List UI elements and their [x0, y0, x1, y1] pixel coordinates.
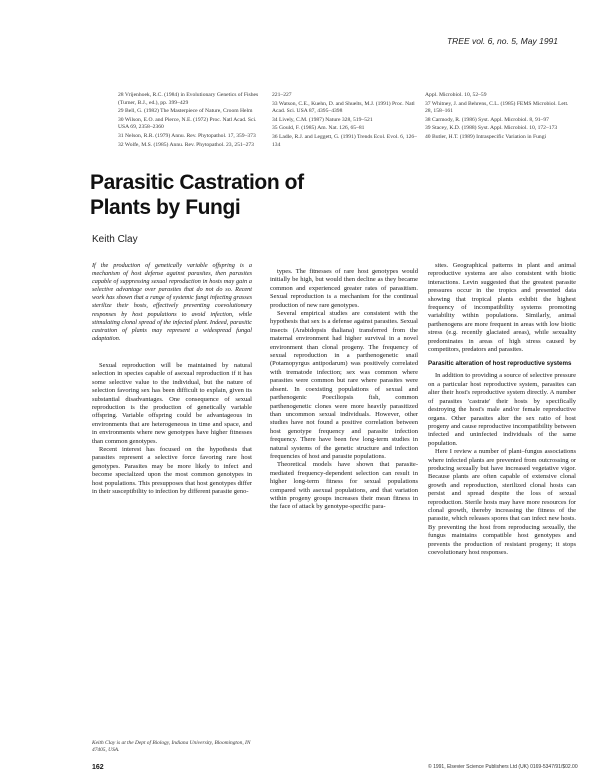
copyright-notice: © 1991, Elsevier Science Publishers Ltd (UK) 0169-5347/91/$02.00	[428, 764, 578, 770]
reference-item: 32 Wolfe, M.S. (1985) Annu. Rev. Phytopathol. 23, 251–273	[118, 141, 254, 148]
body-paragraph: Several empirical studies are consistent with the hypothesis that sex is a defense against parasites. Sexual insects (Arabidopsis thaliana) transferred from the maternal environment had higher survival in a novel environment than clonal progeny. The frequency of sexual reproduction in a parthenogenetic snail (Potamopyrgus antipodarum) was positively correlated with trematode infection; sex was common where parasites were common but rare where parasites were absent. In coexisting populations of sexual and parthenogenic Poeciliopsis fish, common parthenogenetic clones were more heavily parasitized than uncommon sexual individuals. However, other studies have not found a positive correlation between host genotype frequency and parasite infection frequency. There have been few long-term studies in natural systems of the genetic structure and infection frequencies of host and parasite populations.	[270, 310, 418, 460]
body-paragraph: Theoretical models have shown that parasite-mediated frequency-dependent selection can result in higher long-term fitness for sexual populations compared with asexual populations, and that variation within progeny groups increases their mean fitness in the face of attack by genotype-specific para-	[270, 461, 418, 511]
page-number: 162	[92, 764, 104, 771]
author-affiliation: Keith Clay is at the Dept of Biology, Indiana University, Bloomington, IN 47405, USA.	[92, 740, 251, 753]
journal-header: TREE vol. 6, no. 5, May 1991	[446, 36, 558, 46]
body-paragraph: Recent interest has focused on the hypothesis that parasites represent a selective force favoring rare host genotypes. Parasites may be more likely to infect and become specialized upon the most common genotypes in host populations. This presupposes that host genotypes differ in their susceptibility to infection by different parasite geno-	[92, 446, 252, 496]
reference-item: 31 Nelson, R.R. (1979) Annu. Rev. Phytopathol. 17, 359–373	[118, 132, 256, 139]
reference-item: 38 Carmody, R. (1986) Syst. Appl. Microbiol. 8, 91–97	[425, 116, 549, 123]
reference-item: 40 Butler, H.T. (1989) Intraspecific Variation in Fungi	[425, 133, 547, 140]
body-paragraph: Sexual reproduction will be maintained by natural selection in species capable of asexual reproduction if it has some selective value to the individual, but the nature of selection favoring sex has been difficult to explain, given its substantial disadvantages. One consequence of sexual reproduction is the production of genetically variable offspring. Variable offspring could be advantageous in environments that are heterogeneous in time and space, and in environments where new genotypes have higher fitnesses than common genotypes.	[92, 362, 252, 445]
reference-item: 29 Bell, G. (1982) The Masterpiece of Nature, Croom Helm	[118, 108, 253, 115]
body-column-left	[92, 362, 252, 497]
reference-item: 33 Watson, C.E., Kuehn, D. and Shuelts, M.J. (1991) Proc. Natl Acad. Sci. USA 87, 4395–4398	[272, 100, 415, 115]
article-title: Parasitic Castration of Plants by Fungi	[90, 171, 304, 219]
section-heading: Parasitic alteration of host reproductive systems	[428, 360, 572, 368]
body-paragraph: sites. Geographical patterns in plant and animal reproductive systems are also consistent with biotic interactions. Levin suggested that the greatest parasite pressures occur in the tropics and presented data showing that tropical plants exhibit the highest frequency of incompatibility systems promoting variability within populations. Similarly, animal parthenogens are more frequent in areas with low biotic stress (e.g. recently glaciated areas), while sexuality predominates in areas of high stress caused by competitors, predators and parasites.	[428, 262, 576, 354]
body-column-middle	[270, 268, 418, 512]
reference-item: 28 Vrijenhoek, R.C. (1984) in Evolutionary Genetics of Fishes (Turner, B.J., ed.), pp. 399–429	[118, 92, 259, 106]
article-abstract: If the production of genetically variable offspring is a mechanism of host defense against parasites, then parasites capable of suppressing sexual reproduction in hosts may gain a selective advantage over parasites that do not do so. Recent work has shown that a range of systemic fungi infecting grasses sterilize their hosts, effectively preventing coevolutionary responses by host populations to avoid infection, while stimulating clonal spread of the infected plant. Indeed, parasitic castration of plants may represent a widespread fungal adaptation.	[92, 262, 252, 342]
reference-item: 34 Lively, C.M. (1987) Nature 328, 519–521	[272, 116, 373, 123]
body-column-right	[428, 262, 576, 557]
reference-item: 30 Wilson, E.O. and Pierce, N.E. (1972) Proc. Natl Acad. Sci. USA 69, 2358–2360	[118, 116, 257, 131]
body-paragraph: Here I review a number of plant–fungus associations where infected plants are prevented from outcrossing or producing sexually but have increased vegetative vigor. Because plants are often capable of extensive clonal growth and reproduction, sterilized clonal hosts can persist and spread despite the loss of sexual reproduction. Sterile hosts may have more resources for clonal growth, thereby increasing the fitness of the parasite, which releases spores that can infect new hosts. By preventing the host from reproducing sexually, the fungus maintains compatible host genotypes and prevents the production of resistant progeny; it stops coevolutionary host responses.	[428, 448, 576, 556]
reference-item: Appl. Microbiol. 10, 52–59	[425, 92, 487, 98]
reference-list-right	[425, 92, 575, 143]
reference-item: 221–227	[272, 92, 292, 98]
body-paragraph: In addition to providing a source of selective pressure on a particular host reproductive system, parasites can alter their host's reproductive system directly. A number of parasites 'castrate' their hosts by specifically destroying the host's male and/or female reproductive organs. Other parasites alter the sex ratio of host progeny and cause reproductive incompatibility between infected and uninfected individuals of the same population.	[428, 372, 576, 447]
reference-item: 35 Gould, F. (1985) Am. Nat. 126, 65–81	[272, 125, 365, 132]
reference-item: 36 Ladle, R.J. and Leggett, G. (1991) Trends Ecol. Evol. 6, 126–134	[272, 133, 417, 148]
body-paragraph: types. The fitnesses of rare host genotypes would initially be high, but would then decline as they became common and experienced greater rates of parasitism. Sexual reproduction is a mechanism for the continual production of new rare genotypes.	[270, 268, 418, 309]
reference-item: 37 Whitney, J. and Behrens, C.L. (1985) FEMS Microbiol. Lett. 28, 158–161	[425, 100, 569, 115]
article-author: Keith Clay	[92, 234, 138, 245]
reference-list-left	[118, 92, 268, 150]
reference-item: 39 Stacey, K.D. (1988) Syst. Appl. Microbiol. 10, 172–173	[425, 125, 558, 132]
reference-list-middle	[272, 92, 417, 150]
